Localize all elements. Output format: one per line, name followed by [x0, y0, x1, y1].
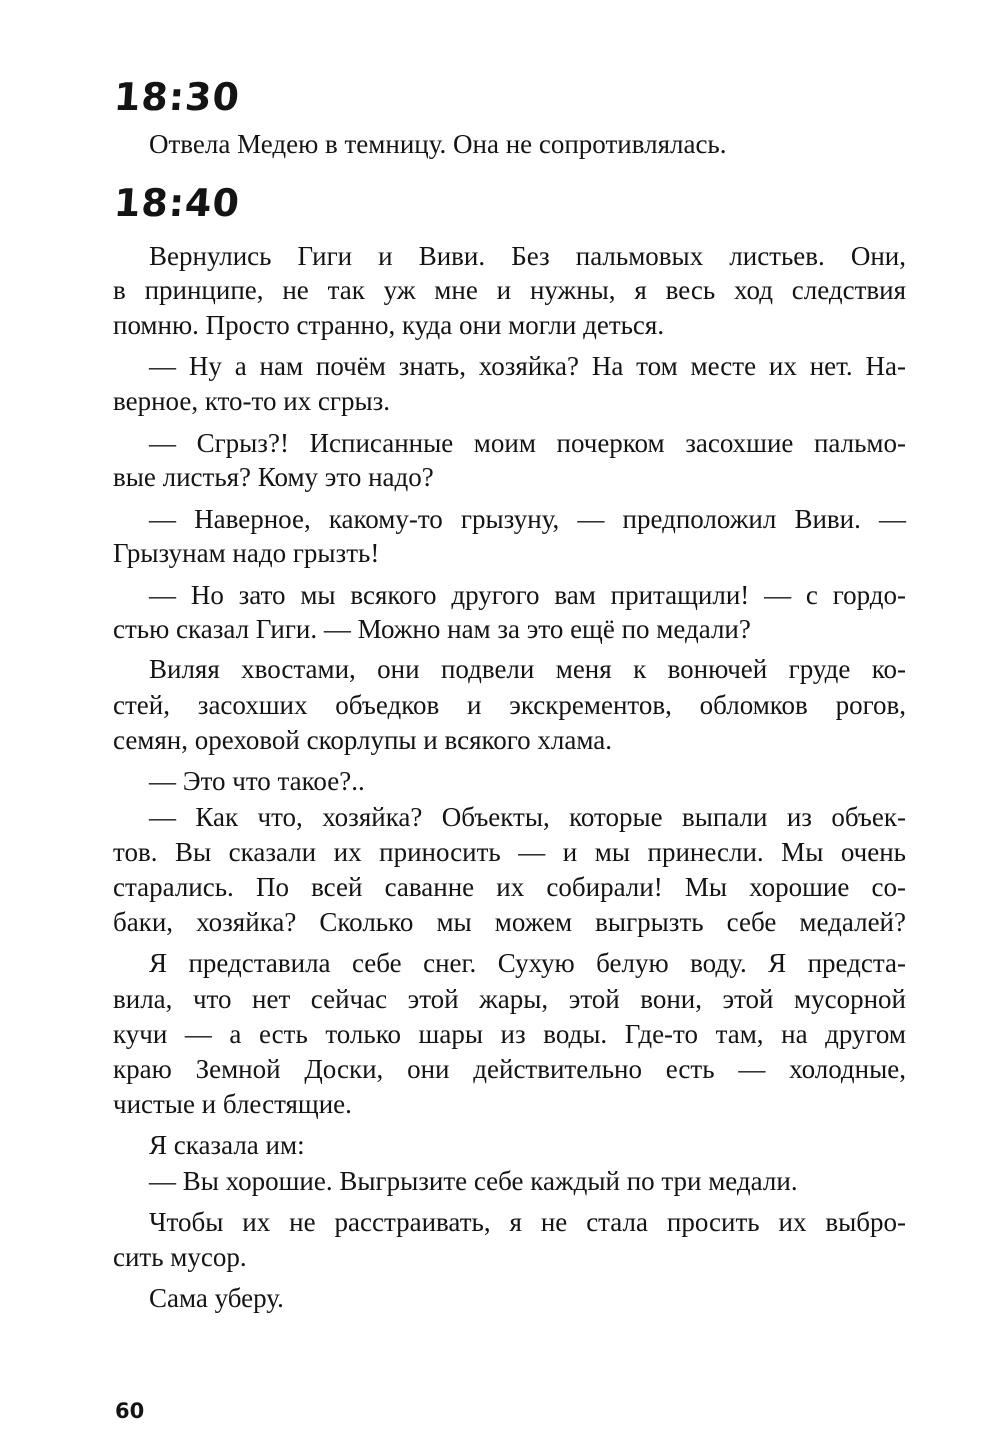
entry-1830-text: Отвела Медею в темницу. Она не сопротивлялась. [149, 129, 727, 159]
text-line: сить мусор. [113, 1242, 247, 1272]
text-line: семян, ореховой скорлупы и всякого хлама. [113, 725, 612, 755]
text-line: верное, кто-то их сгрыз. [113, 386, 391, 416]
text-line: Грызунам надо грызть! [113, 538, 380, 568]
text-line: Виляя хвостами, они подвели меня к вонючей груде ко- [149, 654, 906, 684]
text-line: старались. По всей саванне их собирали! Мы хорошие со- [113, 872, 906, 902]
text-line: краю Земной Доски, они действительно есть — холодные, [113, 1054, 906, 1084]
text-line: Я представила себе снег. Сухую белую воду. Я предста- [149, 948, 906, 978]
text-line: — Вы хорошие. Выгрызите себе каждый по три медали. [149, 1166, 798, 1196]
text-line: тов. Вы сказали их приносить — и мы принесли. Мы очень [113, 837, 906, 867]
page-number: 60 [115, 1399, 145, 1423]
text-line: стью сказал Гиги. — Можно нам за это ещё по медали? [113, 614, 751, 644]
time-heading-1840: 18:40 [112, 181, 242, 225]
text-line: Чтобы их не расстраивать, я не стала просить их выбро- [149, 1207, 906, 1237]
text-line: в принципе, не так уж мне и нужны, я весь ход следствия [113, 275, 906, 305]
text-line: — Сгрыз?! Исписанные моим почерком засохшие пальмо- [149, 428, 906, 458]
text-line: вила, что нет сейчас этой жары, этой вони, этой мусорной [113, 984, 906, 1014]
text-line: стей, засохших объедков и экскрементов, обломков рогов, [113, 690, 906, 720]
text-line: Я сказала им: [149, 1130, 305, 1160]
text-line: кучи — а есть только шары из воды. Где-то там, на другом [113, 1019, 906, 1049]
text-line: — Как что, хозяйка? Объекты, которые выпали из объек- [149, 802, 906, 832]
text-line: Вернулись Гиги и Виви. Без пальмовых листьев. Они, [149, 241, 906, 271]
text-line: чистые и блестящие. [113, 1089, 352, 1119]
text-line: вые листья? Кому это надо? [113, 462, 434, 492]
text-line: баки, хозяйка? Сколько мы можем выгрызть себе медалей? [113, 907, 906, 937]
time-heading-1830: 18:30 [112, 75, 242, 119]
text-line: помню. Просто странно, куда они могли деться. [113, 310, 665, 340]
text-line: — Наверное, какому-то грызуну, — предположил Виви. — [149, 504, 906, 534]
text-line: — Ну а нам почём знать, хозяйка? На том месте их нет. На- [149, 351, 906, 381]
text-line: — Это что такое?.. [149, 766, 365, 796]
text-line: — Но зато мы всякого другого вам притащили! — с гордо- [149, 580, 906, 610]
text-line: Сама уберу. [149, 1283, 284, 1313]
